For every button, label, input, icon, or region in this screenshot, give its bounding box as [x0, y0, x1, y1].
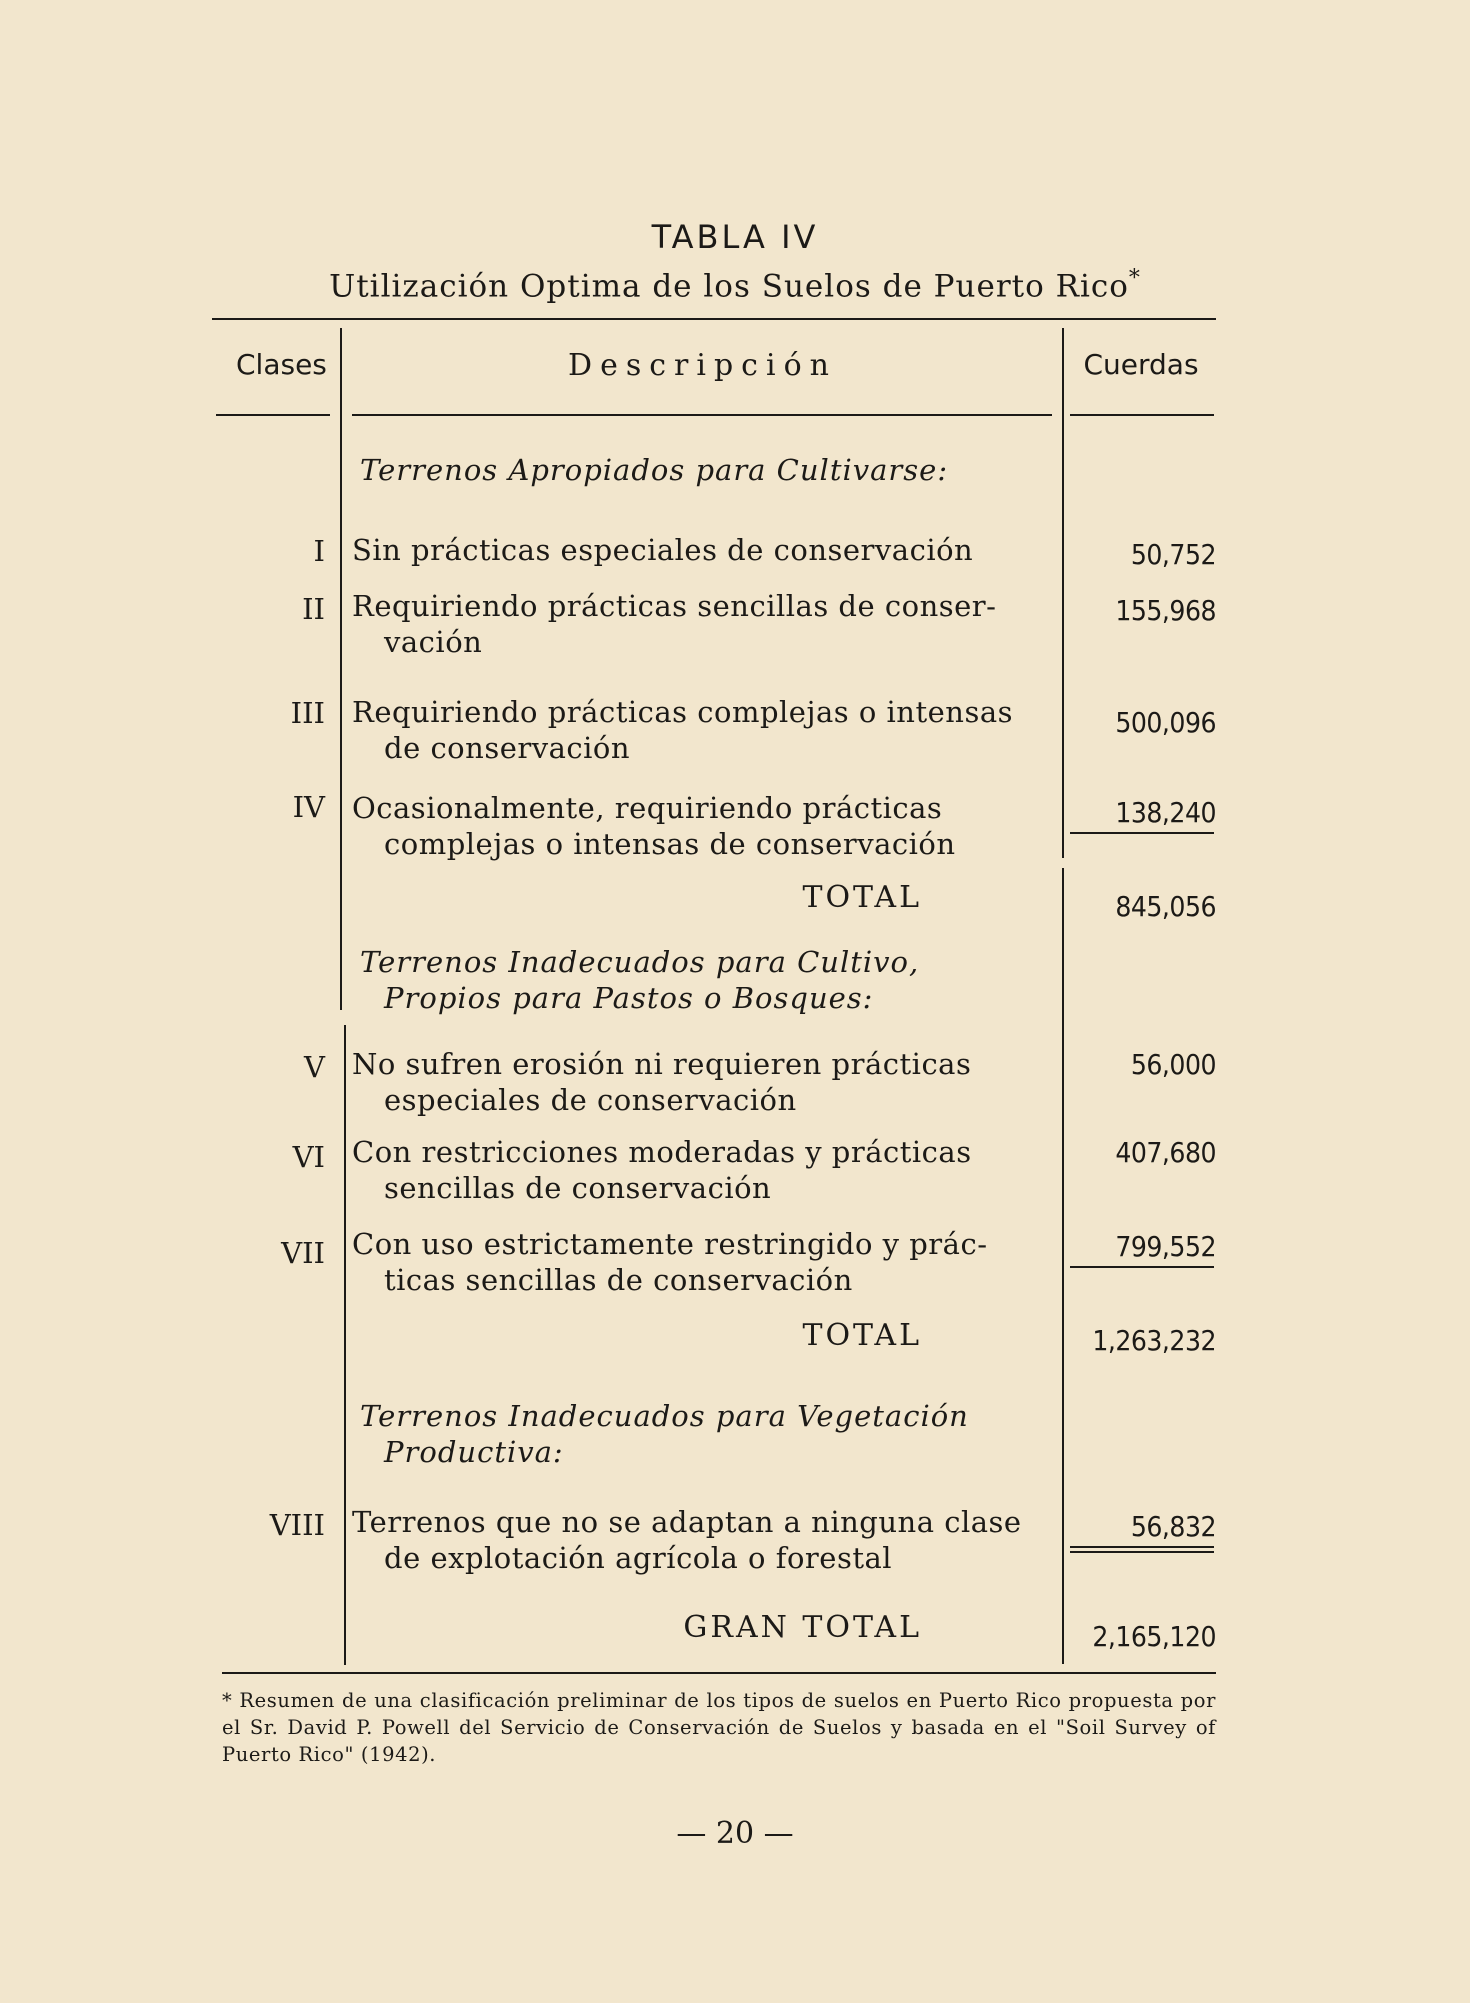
section-heading-line: Terrenos Inadecuados para Cultivo,: [360, 945, 920, 979]
row-descripcion-line: Con uso estrictamente restringido y prác-: [352, 1227, 988, 1261]
bottom-rule: [222, 1672, 1216, 1674]
row-descripcion: [352, 694, 1062, 766]
header-rule-cuerdas: [1070, 414, 1214, 416]
row-clase: I: [313, 534, 325, 568]
total-label: TOTAL: [802, 1318, 922, 1353]
row-cuerdas: 407,680: [1115, 1136, 1216, 1169]
row-descripcion-line: de explotación agrícola o forestal: [384, 1541, 893, 1575]
section-heading-line: Terrenos Inadecuados para Vegetación: [360, 1399, 969, 1433]
row-cuerdas: 56,000: [1130, 1048, 1216, 1081]
row-descripcion-line: Requiriendo prácticas complejas o intensas: [352, 695, 1014, 729]
column-rule-right-1: [1062, 328, 1064, 858]
header-descripcion: Descripción: [568, 348, 837, 383]
section-heading-line: Productiva:: [384, 1435, 564, 1469]
column-rule-left-1: [340, 328, 342, 1010]
header-rule-clases: [216, 414, 330, 416]
row-descripcion-line: complejas o intensas de conservación: [384, 827, 956, 861]
row-descripcion-line: Sin prácticas especiales de conservación: [352, 533, 974, 567]
row-descripcion: [352, 1134, 1062, 1206]
subtitle-footnote-mark: *: [1128, 266, 1141, 291]
section-heading: [360, 944, 919, 1016]
row-descripcion: [352, 1046, 1062, 1118]
row-cuerdas: 56,832: [1130, 1510, 1216, 1543]
section-heading: [360, 1398, 969, 1470]
section-heading-line: Terrenos Apropiados para Cultivarse:: [360, 453, 949, 487]
table-title: TABLA IV: [651, 218, 819, 256]
subtitle-text: Utilización Optima de los Suelos de Puerto Rico: [329, 268, 1129, 305]
subtotal-rule: [1070, 1266, 1214, 1268]
row-descripcion-line: especiales de conservación: [384, 1083, 797, 1117]
row-descripcion-line: sencillas de conservación: [384, 1171, 772, 1205]
row-clase: VIII: [269, 1508, 325, 1542]
grand-total-double-rule: [1070, 1546, 1214, 1553]
header-cuerdas: Cuerdas: [1083, 348, 1199, 381]
row-cuerdas: 155,968: [1115, 594, 1216, 627]
row-descripcion-line: ticas sencillas de conservación: [384, 1263, 853, 1297]
table-subtitle: [0, 266, 1470, 304]
row-cuerdas: 799,552: [1115, 1230, 1216, 1263]
header-rule-descripcion: [352, 414, 1052, 416]
subtotal-rule: [1070, 832, 1214, 834]
section-heading-line: Propios para Pastos o Bosques:: [384, 981, 874, 1015]
row-clase: VI: [292, 1140, 325, 1174]
header-clases: Clases: [236, 348, 327, 381]
row-descripcion-line: Con restricciones moderadas y prácticas: [352, 1135, 972, 1169]
row-clase: III: [290, 696, 325, 730]
row-descripcion: [352, 1226, 1062, 1298]
row-descripcion: [352, 588, 1062, 660]
row-descripcion: [352, 1504, 1062, 1576]
total-label: TOTAL: [802, 880, 922, 915]
footnote: * Resumen de una clasificación preliminar de los tipos de suelos en Puerto Rico propuesta por el Sr. David P. Powell del Servicio de Conservación de Suelos y basada en el "Soil Survey of Puerto Rico" (1942).: [222, 1689, 1216, 1766]
row-descripcion-line: de conservación: [384, 731, 631, 765]
grand-total-value: 2,165,120: [1092, 1620, 1216, 1653]
page-number: — 20 —: [676, 1816, 794, 1851]
row-clase: V: [304, 1050, 325, 1084]
row-clase: II: [302, 592, 325, 626]
grand-total-label: GRAN TOTAL: [683, 1610, 922, 1645]
total-value: 845,056: [1115, 890, 1216, 923]
row-cuerdas: 50,752: [1130, 538, 1216, 571]
total-value: 1,263,232: [1092, 1324, 1216, 1357]
top-rule: [212, 318, 1216, 320]
row-descripcion-line: No sufren erosión ni requieren prácticas: [352, 1047, 972, 1081]
column-rule-right-2: [1062, 868, 1064, 1664]
row-descripcion-line: vación: [384, 625, 483, 659]
section-heading: [360, 452, 948, 488]
row-descripcion-line: Requiriendo prácticas sencillas de conser-: [352, 589, 997, 623]
row-descripcion: [352, 790, 1062, 862]
row-cuerdas: 500,096: [1115, 706, 1216, 739]
row-clase: IV: [292, 790, 325, 824]
row-descripcion: [352, 532, 1062, 568]
row-descripcion-line: Terrenos que no se adaptan a ninguna clase: [352, 1505, 1022, 1539]
row-clase: VII: [281, 1236, 325, 1270]
row-cuerdas: 138,240: [1115, 796, 1216, 829]
column-rule-left-2: [344, 1025, 346, 1665]
row-descripcion-line: Ocasionalmente, requiriendo prácticas: [352, 791, 943, 825]
